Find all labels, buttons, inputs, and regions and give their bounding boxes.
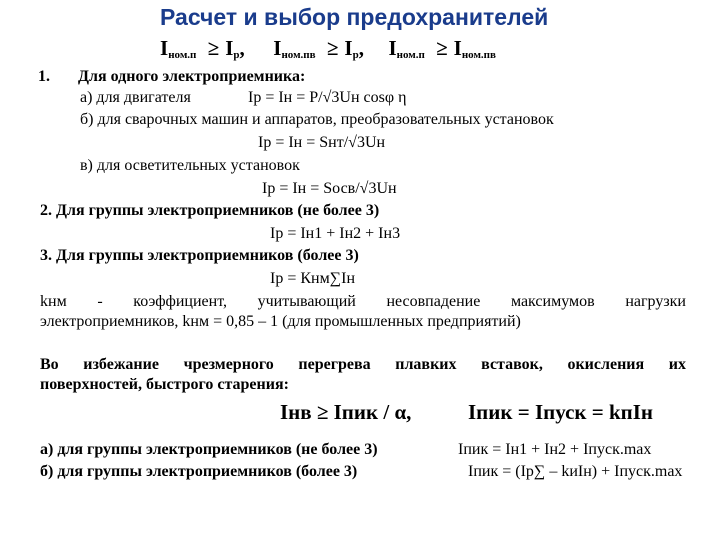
section1-a-text: а) для двигателя [80, 89, 191, 106]
page-title: Расчет и выбор предохранителей [160, 4, 549, 30]
section2-heading: 2. Для группы электроприемников (не более 3) [40, 202, 380, 219]
overheat-note-line2: поверхностей, быстрого старения: [40, 376, 289, 393]
section1-a-formula: Iр = Iн = P/√3Uн cosφ η [248, 89, 407, 106]
section1-b-text: б) для сварочных машин и аппаратов, преобразовательных установок [80, 111, 554, 128]
section1-heading: Для одного электроприемника: [78, 68, 306, 85]
peak-case-a-formula: Iпик = Iн1 + Iн2 + Iпуск.max [458, 441, 652, 458]
peak-case-a-text: а) для группы электроприемников (не более 3) [40, 441, 378, 458]
peak-case-b-text: б) для группы электроприемников (более 3) [40, 463, 358, 480]
section1-c-formula: Iр = Iн = Sосв/√3Uн [262, 180, 397, 197]
section1-c-text: в) для осветительных установок [80, 157, 300, 174]
peak-condition-left: Iнв ≥ Iпик / α, [280, 400, 412, 424]
section1-number: 1. [38, 68, 50, 85]
main-condition: $I_{ном.п} \ge I_р$, $I_{ном.пв} \ge I_р$, $I_{ном.п} \ge I_{ном.пв}$ [160, 36, 496, 61]
peak-case-b-formula: Iпик = (Iр∑ – kиIн) + Iпуск.max [468, 463, 683, 480]
section1-b-formula: Iр = Iн = Sнт/√3Uн [258, 134, 386, 151]
peak-condition-right: Iпик = Iпуск = kпIн [468, 400, 654, 424]
section2-formula: Iр = Iн1 + Iн2 + Iн3 [270, 225, 401, 242]
knm-note-line2: электроприемников, kнм = 0,85 – 1 (для промышленных предприятий) [40, 313, 521, 330]
section3-heading: 3. Для группы электроприемников (более 3) [40, 247, 359, 264]
overheat-note-line1: Во избежание чрезмерного перегрева плавких вставок, окисления их [40, 356, 686, 373]
knm-note-line1: kнм - коэффициент, учитывающий несовпадение максимумов нагрузки [40, 293, 686, 310]
section3-formula: Iр = Кнм∑Iн [270, 270, 356, 287]
